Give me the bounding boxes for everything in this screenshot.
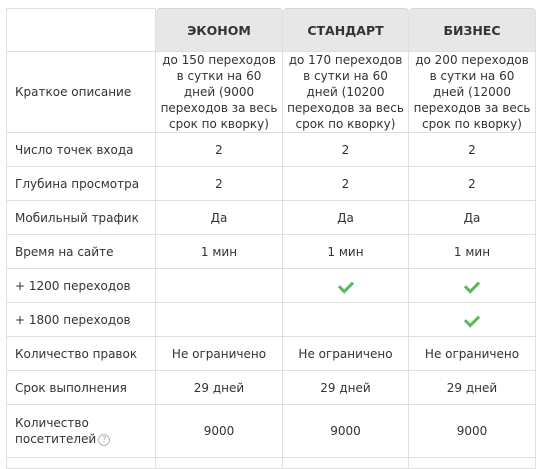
row-label-text: Количество посетителей [15,416,97,446]
row-label: Мобильный трафик [6,201,156,235]
feature-cell [283,303,409,337]
feature-cell [283,269,409,303]
cell-value: Да [409,201,536,235]
cell-value: Не ограничено [283,337,409,371]
plan-header-row [6,8,536,52]
cell-value: Не ограничено [156,337,283,371]
feature-cell [409,303,536,337]
row-label: Число точек входа [6,133,156,167]
cell-value: Да [156,201,283,235]
plan-header-econom: ЭКОНОМ [156,8,283,52]
cell-value: 1 мин [409,235,536,269]
table-row [6,201,536,235]
table-row [6,52,536,133]
table-row [6,167,536,201]
cell-value: 2 [409,167,536,201]
cell-value: Не ограничено [409,337,536,371]
row-label: Время на сайте [6,235,156,269]
question-circle-icon[interactable]: ? [98,434,110,446]
checkmark-icon [337,277,353,293]
table-row [6,133,536,167]
pricing-comparison-table [6,8,536,469]
cell-value: 2 [283,133,409,167]
row-label [6,405,156,458]
feature-cell [156,303,283,337]
cell-value: 29 дней [156,371,283,405]
cell-value: 1 мин [156,235,283,269]
cell-value: 29 дней [283,371,409,405]
cell-value: 9000 [409,405,536,458]
cell-value: 9000 [156,405,283,458]
row-label: + 1800 переходов [6,303,156,337]
header-corner [6,8,156,52]
cell-value: 2 [156,167,283,201]
feature-cell [156,269,283,303]
cell-value: 29 дней [409,371,536,405]
cell-value: 1 мин [283,235,409,269]
cell-value: Да [283,201,409,235]
cell-value: 2 [409,133,536,167]
cell-value: 2 [156,133,283,167]
checkmark-icon [464,277,480,293]
checkmark-icon [464,311,480,327]
row-label: Глубина просмотра [6,167,156,201]
row-label: Краткое описание [6,52,156,133]
table-row [6,235,536,269]
table-row [6,371,536,405]
feature-cell [409,269,536,303]
plan-header-standard: СТАНДАРТ [283,8,409,52]
plan-header-business: БИЗНЕС [409,8,536,52]
cell-value: до 150 переходов в сутки на 60 дней (9000 переходов за весь срок по кворку) [156,52,283,133]
table-row [6,337,536,371]
row-label: Количество правок [6,337,156,371]
cell-value: 9000 [283,405,409,458]
row-label: Срок выполнения [6,371,156,405]
table-row [6,303,536,337]
cell-value: до 170 переходов в сутки на 60 дней (10200 переходов за весь срок по кворку) [283,52,409,133]
cell-value: до 200 переходов в сутки на 60 дней (12000 переходов за весь срок по кворку) [409,52,536,133]
cell-value: 2 [283,167,409,201]
table-row [6,405,536,458]
row-label: + 1200 переходов [6,269,156,303]
table-row [6,269,536,303]
